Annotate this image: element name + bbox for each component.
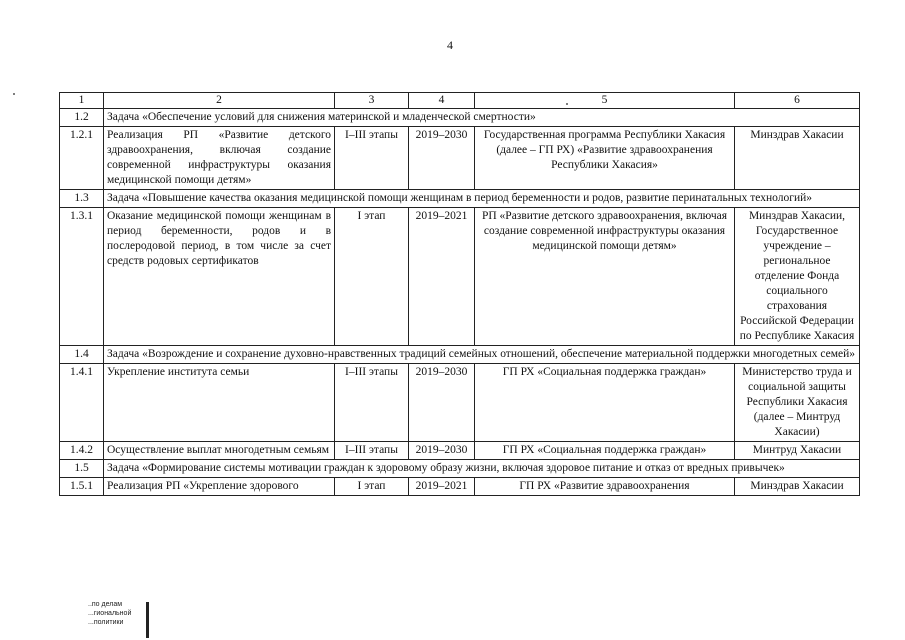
- task-text: Задача «Возрождение и сохранение духовно-нравственных традиций семейных отношений, обеспечение материальной поддержки многодетных семей»: [104, 346, 860, 364]
- item-program: Государственная программа Республики Хакасия (далее – ГП РХ) «Развитие здравоохранения Республики Хакасия»: [475, 127, 735, 190]
- item-row: [60, 442, 860, 460]
- item-row: [60, 364, 860, 442]
- column-header: 2: [104, 93, 335, 109]
- task-row: [60, 346, 860, 364]
- item-number: 1.3.1: [60, 208, 104, 346]
- item-executor: Минздрав Хакасии, Государственное учреждение – региональное отделение Фонда социального страхования Российской Федерации по Республике Хакасия: [735, 208, 860, 346]
- task-row: [60, 109, 860, 127]
- item-years: 2019–2030: [409, 364, 475, 442]
- item-executor: Минздрав Хакасии: [735, 127, 860, 190]
- item-years: 2019–2021: [409, 208, 475, 346]
- task-number: 1.5: [60, 460, 104, 478]
- task-row: [60, 460, 860, 478]
- task-text: Задача «Повышение качества оказания медицинской помощи женщинам в период беременности и родов, развитие перинатальных технологий»: [104, 190, 860, 208]
- item-program: ГП РХ «Развитие здравоохранения: [475, 478, 735, 496]
- item-executor: Министерство труда и социальной защиты Республики Хакасия (далее – Минтруд Хакасии): [735, 364, 860, 442]
- task-number: 1.4: [60, 346, 104, 364]
- item-stage: I–III этапы: [335, 442, 409, 460]
- item-stage: I–III этапы: [335, 364, 409, 442]
- column-header: 6: [735, 93, 860, 109]
- task-row: [60, 190, 860, 208]
- item-name: Укрепление института семьи: [104, 364, 335, 442]
- column-header: 1: [60, 93, 104, 109]
- item-stage: I этап: [335, 478, 409, 496]
- item-number: 1.2.1: [60, 127, 104, 190]
- item-years: 2019–2021: [409, 478, 475, 496]
- item-number: 1.4.2: [60, 442, 104, 460]
- stamp-border: [146, 602, 149, 638]
- scan-speck: [13, 93, 15, 95]
- stamp-line: ...гиональной: [88, 610, 132, 617]
- item-program: ГП РХ «Социальная поддержка граждан»: [475, 364, 735, 442]
- item-name: Осуществление выплат многодетным семьям: [104, 442, 335, 460]
- item-years: 2019–2030: [409, 442, 475, 460]
- column-header: 5: [475, 93, 735, 109]
- item-program: РП «Развитие детского здравоохранения, включая создание современной инфраструктуры оказания медицинской помощи детям»: [475, 208, 735, 346]
- task-number: 1.3: [60, 190, 104, 208]
- item-executor: Минтруд Хакасии: [735, 442, 860, 460]
- task-number: 1.2: [60, 109, 104, 127]
- page-number: 4: [447, 38, 453, 52]
- column-header: 3: [335, 93, 409, 109]
- item-program: ГП РХ «Социальная поддержка граждан»: [475, 442, 735, 460]
- item-name: Реализация РП «Укрепление здорового: [104, 478, 335, 496]
- item-stage: I этап: [335, 208, 409, 346]
- stamp-line: ...политики: [88, 619, 124, 626]
- column-number-row: [60, 93, 860, 109]
- item-years: 2019–2030: [409, 127, 475, 190]
- item-name: Оказание медицинской помощи женщинам в период беременности, родов и в послеродовой период, в том числе за счет средств родовых сертификатов: [104, 208, 335, 346]
- item-stage: I–III этапы: [335, 127, 409, 190]
- item-number: 1.5.1: [60, 478, 104, 496]
- item-row: [60, 127, 860, 190]
- item-executor: Минздрав Хакасии: [735, 478, 860, 496]
- stamp-line: ..по делам: [88, 601, 123, 608]
- item-name: Реализация РП «Развитие детского здравоохранения, включая создание современной инфраструктуры оказания медицинской помощи детям»: [104, 127, 335, 190]
- column-header: 4: [409, 93, 475, 109]
- program-table: [59, 92, 860, 496]
- item-number: 1.4.1: [60, 364, 104, 442]
- item-row: [60, 208, 860, 346]
- task-text: Задача «Обеспечение условий для снижения материнской и младенческой смертности»: [104, 109, 860, 127]
- scan-speck: [566, 103, 568, 105]
- task-text: Задача «Формирование системы мотивации граждан к здоровому образу жизни, включая здоровое питание и отказ от вредных привычек»: [104, 460, 860, 478]
- approval-stamp: [88, 600, 150, 640]
- item-row: [60, 478, 860, 496]
